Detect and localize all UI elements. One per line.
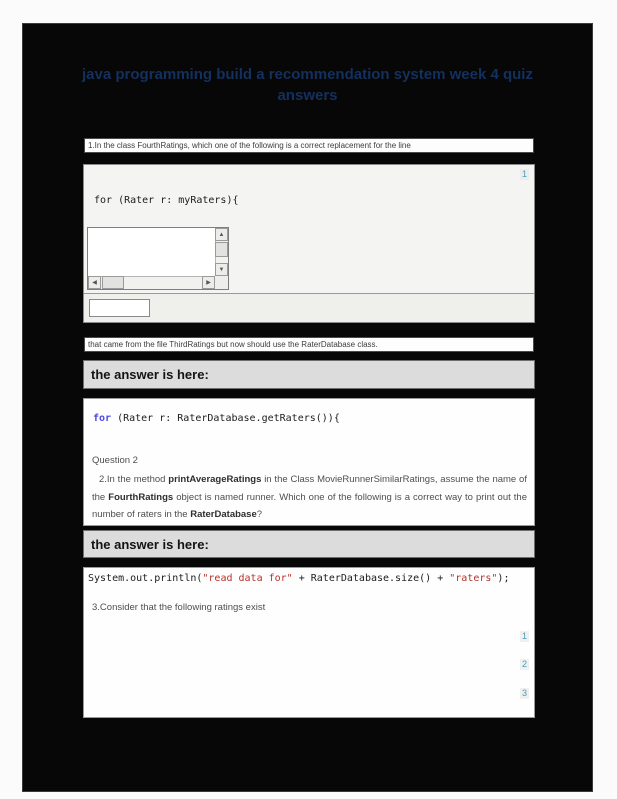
question2-seg: object is named runner. Which one of the following is a correct way to print out the number of raters in the (92, 491, 527, 520)
question1-code-line: for (Rater r: myRaters){ (94, 195, 239, 206)
question2-text (92, 471, 527, 524)
answer1-header (83, 360, 535, 389)
answer-input-field[interactable] (89, 299, 150, 317)
question1-input-row (84, 293, 534, 322)
embedded-scroll-area[interactable] (87, 227, 229, 290)
code-rest: (Rater r: RaterDatabase.getRaters()){ (111, 413, 340, 424)
question2-seg-bold: printAverageRatings (168, 474, 262, 485)
horizontal-scrollbar[interactable] (88, 276, 215, 289)
question1-intro-text: 1.In the class FourthRatings, which one of the following is a correct replacement for the line (84, 138, 534, 153)
horizontal-scroll-thumb[interactable] (102, 276, 124, 289)
line-number-badge: 1 (521, 169, 527, 179)
question2-heading: Question 2 (92, 455, 138, 466)
scroll-right-icon: ▶ (206, 279, 211, 286)
answer1-and-question2-block (83, 398, 535, 526)
scroll-up-icon: ▲ (218, 231, 225, 238)
line-number-badge: 2 (521, 659, 527, 669)
question2-seg-bold: FourthRatings (108, 491, 174, 503)
question2-seg: in the Class MovieRunnerSimilarRatings, assume the name of the (92, 474, 527, 503)
scroll-left-button[interactable] (88, 276, 101, 289)
answer1-label: the answer is here: (91, 367, 209, 382)
question2-seg-bold: RaterDatabase (190, 509, 257, 520)
question2-seg: 2.In the method (99, 474, 169, 485)
page-title-line2: answers (277, 87, 338, 104)
code-string-seg: "raters" (449, 573, 498, 584)
line-number-badge: 3 (521, 688, 527, 698)
question3-intro-text: 3.Consider that the following ratings exist (92, 602, 266, 613)
code-string-seg: "read data for" (202, 573, 293, 584)
answer2-and-question3-block (83, 567, 535, 718)
page-title-line1: java programming build a recommendation system week 4 quiz (82, 66, 533, 83)
scroll-down-button[interactable] (215, 263, 228, 276)
code-seg: System.out.println( (88, 573, 203, 584)
question2-seg: ? (256, 509, 263, 520)
scroll-right-button[interactable] (202, 276, 215, 289)
answer2-header (83, 530, 535, 558)
code-seg: ); (497, 573, 510, 584)
line-number-badge: 1 (521, 631, 527, 641)
scroll-down-icon: ▼ (218, 266, 225, 273)
code-keyword: for (93, 413, 112, 424)
scrollbar-corner (215, 276, 228, 289)
answer1-code-line (93, 413, 340, 424)
question1-code-block (83, 164, 535, 323)
quiz-document-page (22, 23, 593, 792)
scroll-left-icon: ◀ (92, 279, 97, 286)
scroll-up-button[interactable] (215, 228, 228, 241)
answer2-label: the answer is here: (91, 536, 209, 552)
question1-outro-text: that came from the file ThirdRatings but now should use the RaterDatabase class. (84, 337, 534, 352)
answer2-code-line (88, 573, 509, 584)
vertical-scroll-thumb[interactable] (215, 242, 228, 257)
code-seg: + RaterDatabase.size() + (292, 573, 450, 584)
page-title (23, 64, 592, 106)
vertical-scrollbar[interactable] (215, 228, 228, 276)
